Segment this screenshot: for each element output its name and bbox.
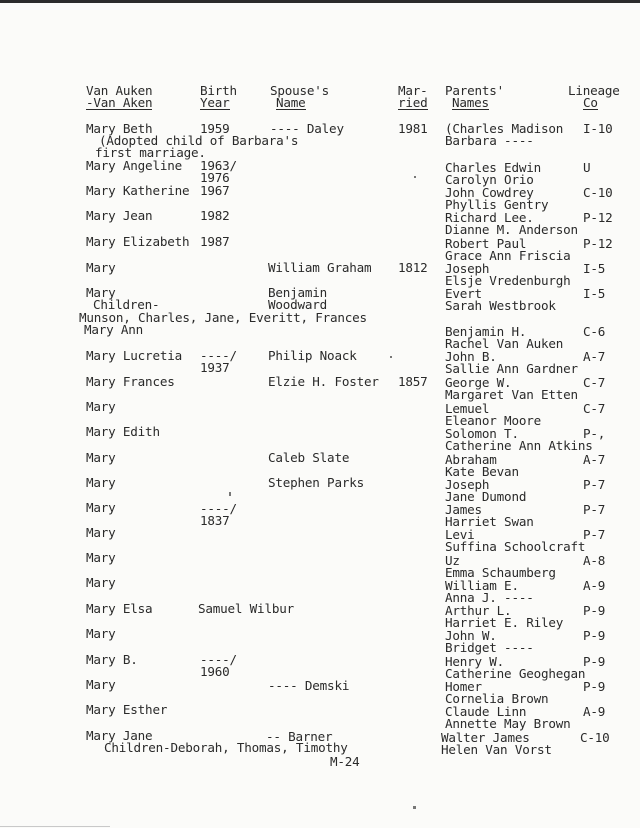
- entry-name: Mary Jane: [86, 728, 153, 743]
- entry-parent: John Cowdrey: [445, 185, 534, 200]
- entry-parent: James: [445, 502, 482, 517]
- entry-parent: Robert Paul: [445, 236, 527, 251]
- entry-parent: Charles Edwin: [445, 160, 541, 175]
- entry-name: Mary: [86, 260, 116, 275]
- entry-name: Mary Elsa: [86, 601, 153, 616]
- header-van-auken: Van Auken: [86, 83, 153, 98]
- entry-parent: Annette May Brown: [445, 716, 571, 731]
- entry-lineage: C-10: [583, 185, 613, 200]
- entry-parent: Eleanor Moore: [445, 413, 541, 428]
- entry-lineage: I-5: [583, 286, 606, 301]
- entry-name: Mary Elizabeth: [86, 234, 190, 249]
- entry-parent: Rachel Van Auken: [445, 336, 564, 351]
- entry-name: Mary: [86, 677, 116, 692]
- entry-lineage: A-7: [583, 452, 606, 467]
- header-lineage: Lineage: [568, 83, 620, 98]
- entry-lineage: P-7: [583, 502, 606, 517]
- entry-lineage: P-7: [583, 527, 606, 542]
- entry-parent: Suffina Schoolcraft: [445, 539, 586, 554]
- entry-parent: Anna J. ----: [445, 590, 534, 605]
- entry-name: Mary Esther: [86, 702, 168, 717]
- entry-spouse: William Graham: [268, 260, 372, 275]
- entry-parent: Elsje Vredenburgh: [445, 273, 571, 288]
- header-co: Co: [583, 95, 598, 110]
- header-parents: Parents': [445, 83, 505, 98]
- entry-name: Mary Beth: [86, 121, 153, 136]
- entry-lineage: I-5: [583, 261, 606, 276]
- entry-parent: (Charles Madison: [445, 121, 564, 136]
- header-birth: Birth: [200, 83, 237, 98]
- scan-speck: [390, 356, 392, 358]
- entry-birth-year: 1967: [200, 183, 230, 198]
- entry-lineage: C-7: [583, 375, 606, 390]
- entry-name: Mary: [86, 450, 116, 465]
- entry-parent: Benjamin H.: [445, 324, 527, 339]
- entry-spouse: Philip Noack: [268, 348, 357, 363]
- entry-parent: Harriet E. Riley: [445, 615, 564, 630]
- entry-lineage: P-7: [583, 477, 606, 492]
- entry-spouse: Woodward: [268, 297, 328, 312]
- entry-parent: Sallie Ann Gardner: [445, 361, 578, 376]
- entry-children-label: Children-: [93, 297, 160, 312]
- entry-spouse: ---- Daley: [270, 121, 344, 136]
- entry-parent: Joseph: [445, 477, 490, 492]
- entry-note: first marriage.: [95, 145, 206, 160]
- entry-parent: Dianne M. Anderson: [445, 222, 578, 237]
- entry-lineage: A-9: [583, 704, 606, 719]
- entry-parent: Solomon T.: [445, 426, 519, 441]
- entry-parent: George W.: [445, 375, 512, 390]
- scan-speck: [414, 176, 416, 178]
- entry-lineage: I-10: [583, 121, 613, 136]
- entry-parent: John B.: [445, 349, 497, 364]
- entry-parent: Carolyn Orio: [445, 172, 534, 187]
- entry-parent: Abraham: [445, 452, 497, 467]
- entry-spouse: ---- Demski: [268, 678, 350, 693]
- entry-name: Mary Jean: [86, 208, 153, 223]
- entry-note: (Adopted child of Barbara's: [99, 133, 299, 148]
- entry-parent: John W.: [445, 628, 497, 643]
- entry-birth-year: ----/: [200, 652, 237, 667]
- entry-parent: Catherine Ann Atkins: [445, 438, 593, 453]
- entry-parent: Levi: [445, 527, 475, 542]
- entry-parent: Cornelia Brown: [445, 691, 549, 706]
- entry-name: Mary: [86, 475, 116, 490]
- entry-name: Mary Angeline: [86, 158, 182, 173]
- scan-speck: [229, 492, 231, 496]
- entry-parent: Kate Bevan: [445, 464, 519, 479]
- entry-lineage: C-7: [583, 401, 606, 416]
- entry-birth-year: 1976: [200, 170, 230, 185]
- header-year: Year: [200, 95, 230, 110]
- entry-parent: Grace Ann Friscia: [445, 248, 571, 263]
- entry-parent: Lemuel: [445, 401, 490, 416]
- entry-name: Mary: [86, 575, 116, 590]
- entry-lineage: P-12: [583, 236, 613, 251]
- entry-parent: Margaret Van Etten: [445, 387, 578, 402]
- entry-spouse: -- Barner: [266, 729, 333, 744]
- header-names: Names: [452, 95, 489, 110]
- entry-parent: Richard Lee.: [445, 210, 534, 225]
- entry-spouse: Stephen Parks: [268, 475, 364, 490]
- entry-married: 1857: [398, 374, 428, 389]
- entry-lineage: P-9: [583, 679, 606, 694]
- entry-lineage: C-10: [580, 730, 610, 745]
- entry-name: Mary: [86, 500, 116, 515]
- entry-name: Mary Ann: [84, 322, 144, 337]
- entry-lineage: P-12: [583, 210, 613, 225]
- entry-parent: Helen Van Vorst: [441, 742, 552, 757]
- entry-parent: Barbara ----: [445, 133, 534, 148]
- entry-name: Mary Frances: [86, 374, 175, 389]
- entry-lineage: A-7: [583, 349, 606, 364]
- entry-parent: William E.: [445, 578, 519, 593]
- entry-parent: Claude Linn: [445, 704, 527, 719]
- entry-lineage: A-9: [583, 578, 606, 593]
- entry-lineage: U: [583, 160, 591, 175]
- entry-children: Children-Deborah, Thomas, Timothy: [104, 740, 348, 755]
- entry-parent: Homer: [445, 679, 482, 694]
- top-rule: [0, 0, 640, 3]
- header-ried: ried: [398, 95, 428, 110]
- entry-name: Mary: [86, 525, 116, 540]
- entry-name: Mary Edith: [86, 424, 160, 439]
- scan-speck: [413, 806, 416, 809]
- entry-spouse: Samuel Wilbur: [198, 601, 294, 616]
- entry-name: Mary: [86, 285, 116, 300]
- entry-parent: Henry W.: [445, 654, 505, 669]
- entry-lineage: C-6: [583, 324, 606, 339]
- entry-parent: Evert: [445, 286, 482, 301]
- entry-spouse: Benjamin: [268, 285, 328, 300]
- entry-parent: Harriet Swan: [445, 514, 534, 529]
- header-spouses: Spouse's: [270, 83, 330, 98]
- entry-spouse: Elzie H. Foster: [268, 374, 379, 389]
- header-mar: Mar-: [398, 83, 428, 98]
- entry-children: Munson, Charles, Jane, Everitt, Frances: [79, 310, 367, 325]
- entry-parent: Uz: [445, 553, 460, 568]
- entry-parent: Emma Schaumberg: [445, 565, 556, 580]
- entry-birth-year: 1987: [200, 234, 230, 249]
- entry-parent: Bridget ----: [445, 640, 534, 655]
- entry-parent: Joseph: [445, 261, 490, 276]
- entry-name: Mary: [86, 626, 116, 641]
- entry-spouse: Caleb Slate: [268, 450, 350, 465]
- entry-birth-year: 1960: [200, 664, 230, 679]
- entry-name: Mary: [86, 399, 116, 414]
- entry-parent: Walter James: [441, 730, 530, 745]
- entry-name: Mary B.: [86, 652, 138, 667]
- entry-name: Mary Katherine: [86, 183, 190, 198]
- entry-birth-year: ----/: [200, 348, 237, 363]
- entry-lineage: P-9: [583, 628, 606, 643]
- entry-birth-year: 1982: [200, 208, 230, 223]
- scan-edge-line: [0, 826, 110, 827]
- entry-parent: Phyllis Gentry: [445, 197, 549, 212]
- entry-parent: Catherine Geoghegan: [445, 666, 586, 681]
- entry-parent: Jane Dumond: [445, 489, 527, 504]
- entry-parent: Sarah Westbrook: [445, 298, 556, 313]
- entry-lineage: P-9: [583, 603, 606, 618]
- entry-birth-year: ----/: [200, 501, 237, 516]
- entry-lineage: P-,: [583, 426, 606, 441]
- entry-birth-year: 1937: [200, 360, 230, 375]
- entry-birth-year: 1837: [200, 513, 230, 528]
- entry-name: Mary Lucretia: [86, 348, 182, 363]
- entry-birth-year: 1963/: [200, 158, 237, 173]
- entry-name: Mary: [86, 550, 116, 565]
- entry-parent: Arthur L.: [445, 603, 512, 618]
- entry-lineage: A-8: [583, 553, 606, 568]
- entry-birth-year: 1959: [200, 121, 230, 136]
- entry-married: 1981: [398, 121, 428, 136]
- page-number: M-24: [330, 754, 360, 769]
- header-name: Name: [276, 95, 306, 110]
- entry-lineage: P-9: [583, 654, 606, 669]
- entry-married: 1812: [398, 260, 428, 275]
- header-van-aken: -Van Aken: [86, 95, 153, 110]
